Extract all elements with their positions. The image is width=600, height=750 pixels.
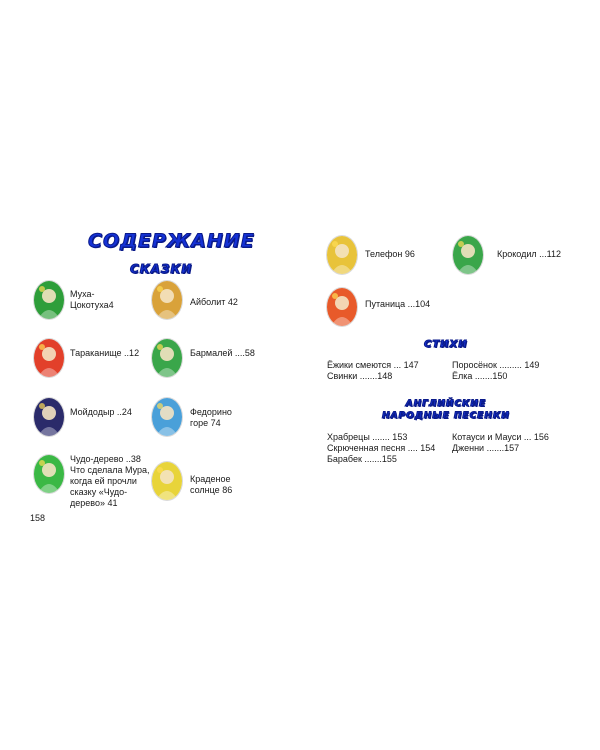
whale-illustration-icon xyxy=(327,288,357,326)
section-title-english: АНГЛИЙСКИЕ НАРОДНЫЕ ПЕСЕНКИ xyxy=(382,399,510,421)
english-entry-5: Дженни .......157 xyxy=(452,443,520,453)
doctor-illustration-icon xyxy=(152,281,182,319)
skazki-entry-5: Мойдодыр ..24 xyxy=(70,407,132,417)
fedora-illustration-icon xyxy=(152,398,182,436)
english-entry-4: Котауси и Мауси ... 156 xyxy=(452,432,549,442)
skazki-entry-6: Федорино горе 74 xyxy=(190,407,232,428)
pirate-illustration-icon xyxy=(152,339,182,377)
stikhi-entry-1: Ёжики смеются ... 147 xyxy=(327,360,419,370)
fly-illustration-icon xyxy=(34,281,64,319)
skazki-entry-8: Краденое солнце 86 xyxy=(190,474,233,495)
right-entry-2: Крокодил ...112 xyxy=(497,249,561,259)
tree-illustration-icon xyxy=(34,455,64,493)
skazki-entry-3: Тараканище ..12 xyxy=(70,348,140,358)
stikhi-entry-4: Ёлка .......150 xyxy=(452,371,508,381)
cockroach-illustration-icon xyxy=(34,339,64,377)
english-entry-2: Скрюченная песня .... 154 xyxy=(327,443,436,453)
contents-title: СОДЕРЖАНИЕ xyxy=(88,230,255,252)
section-title-skazki: СКАЗКИ xyxy=(130,262,193,276)
page-number: 158 xyxy=(30,513,46,523)
elephant-phone-illustration-icon xyxy=(327,236,357,274)
washbasin-illustration-icon xyxy=(34,398,64,436)
skazki-entry-7: Чудо-дерево ..38 Что сделала Мура, когда ей прочли сказку «Чудо- дерево» 41 xyxy=(70,454,150,508)
english-entry-3: Барабек .......155 xyxy=(327,454,397,464)
right-entry-1: Телефон 96 xyxy=(365,249,415,259)
section-title-stikhi: СТИХИ xyxy=(424,339,468,350)
stikhi-entry-2: Свинки .......148 xyxy=(327,371,393,381)
crocodile-sun-illustration-icon xyxy=(152,462,182,500)
skazki-entry-2: Айболит 42 xyxy=(190,297,238,307)
english-entry-1: Храбрецы ....... 153 xyxy=(327,432,408,442)
skazki-entry-1: Муха- Цокотуха4 xyxy=(70,289,114,310)
right-entry-3: Путаница ...104 xyxy=(365,299,431,309)
crocodile-illustration-icon xyxy=(453,236,483,274)
stikhi-entry-3: Поросёнок ......... 149 xyxy=(452,360,540,370)
skazki-entry-4: Бармалей ....58 xyxy=(190,348,255,358)
